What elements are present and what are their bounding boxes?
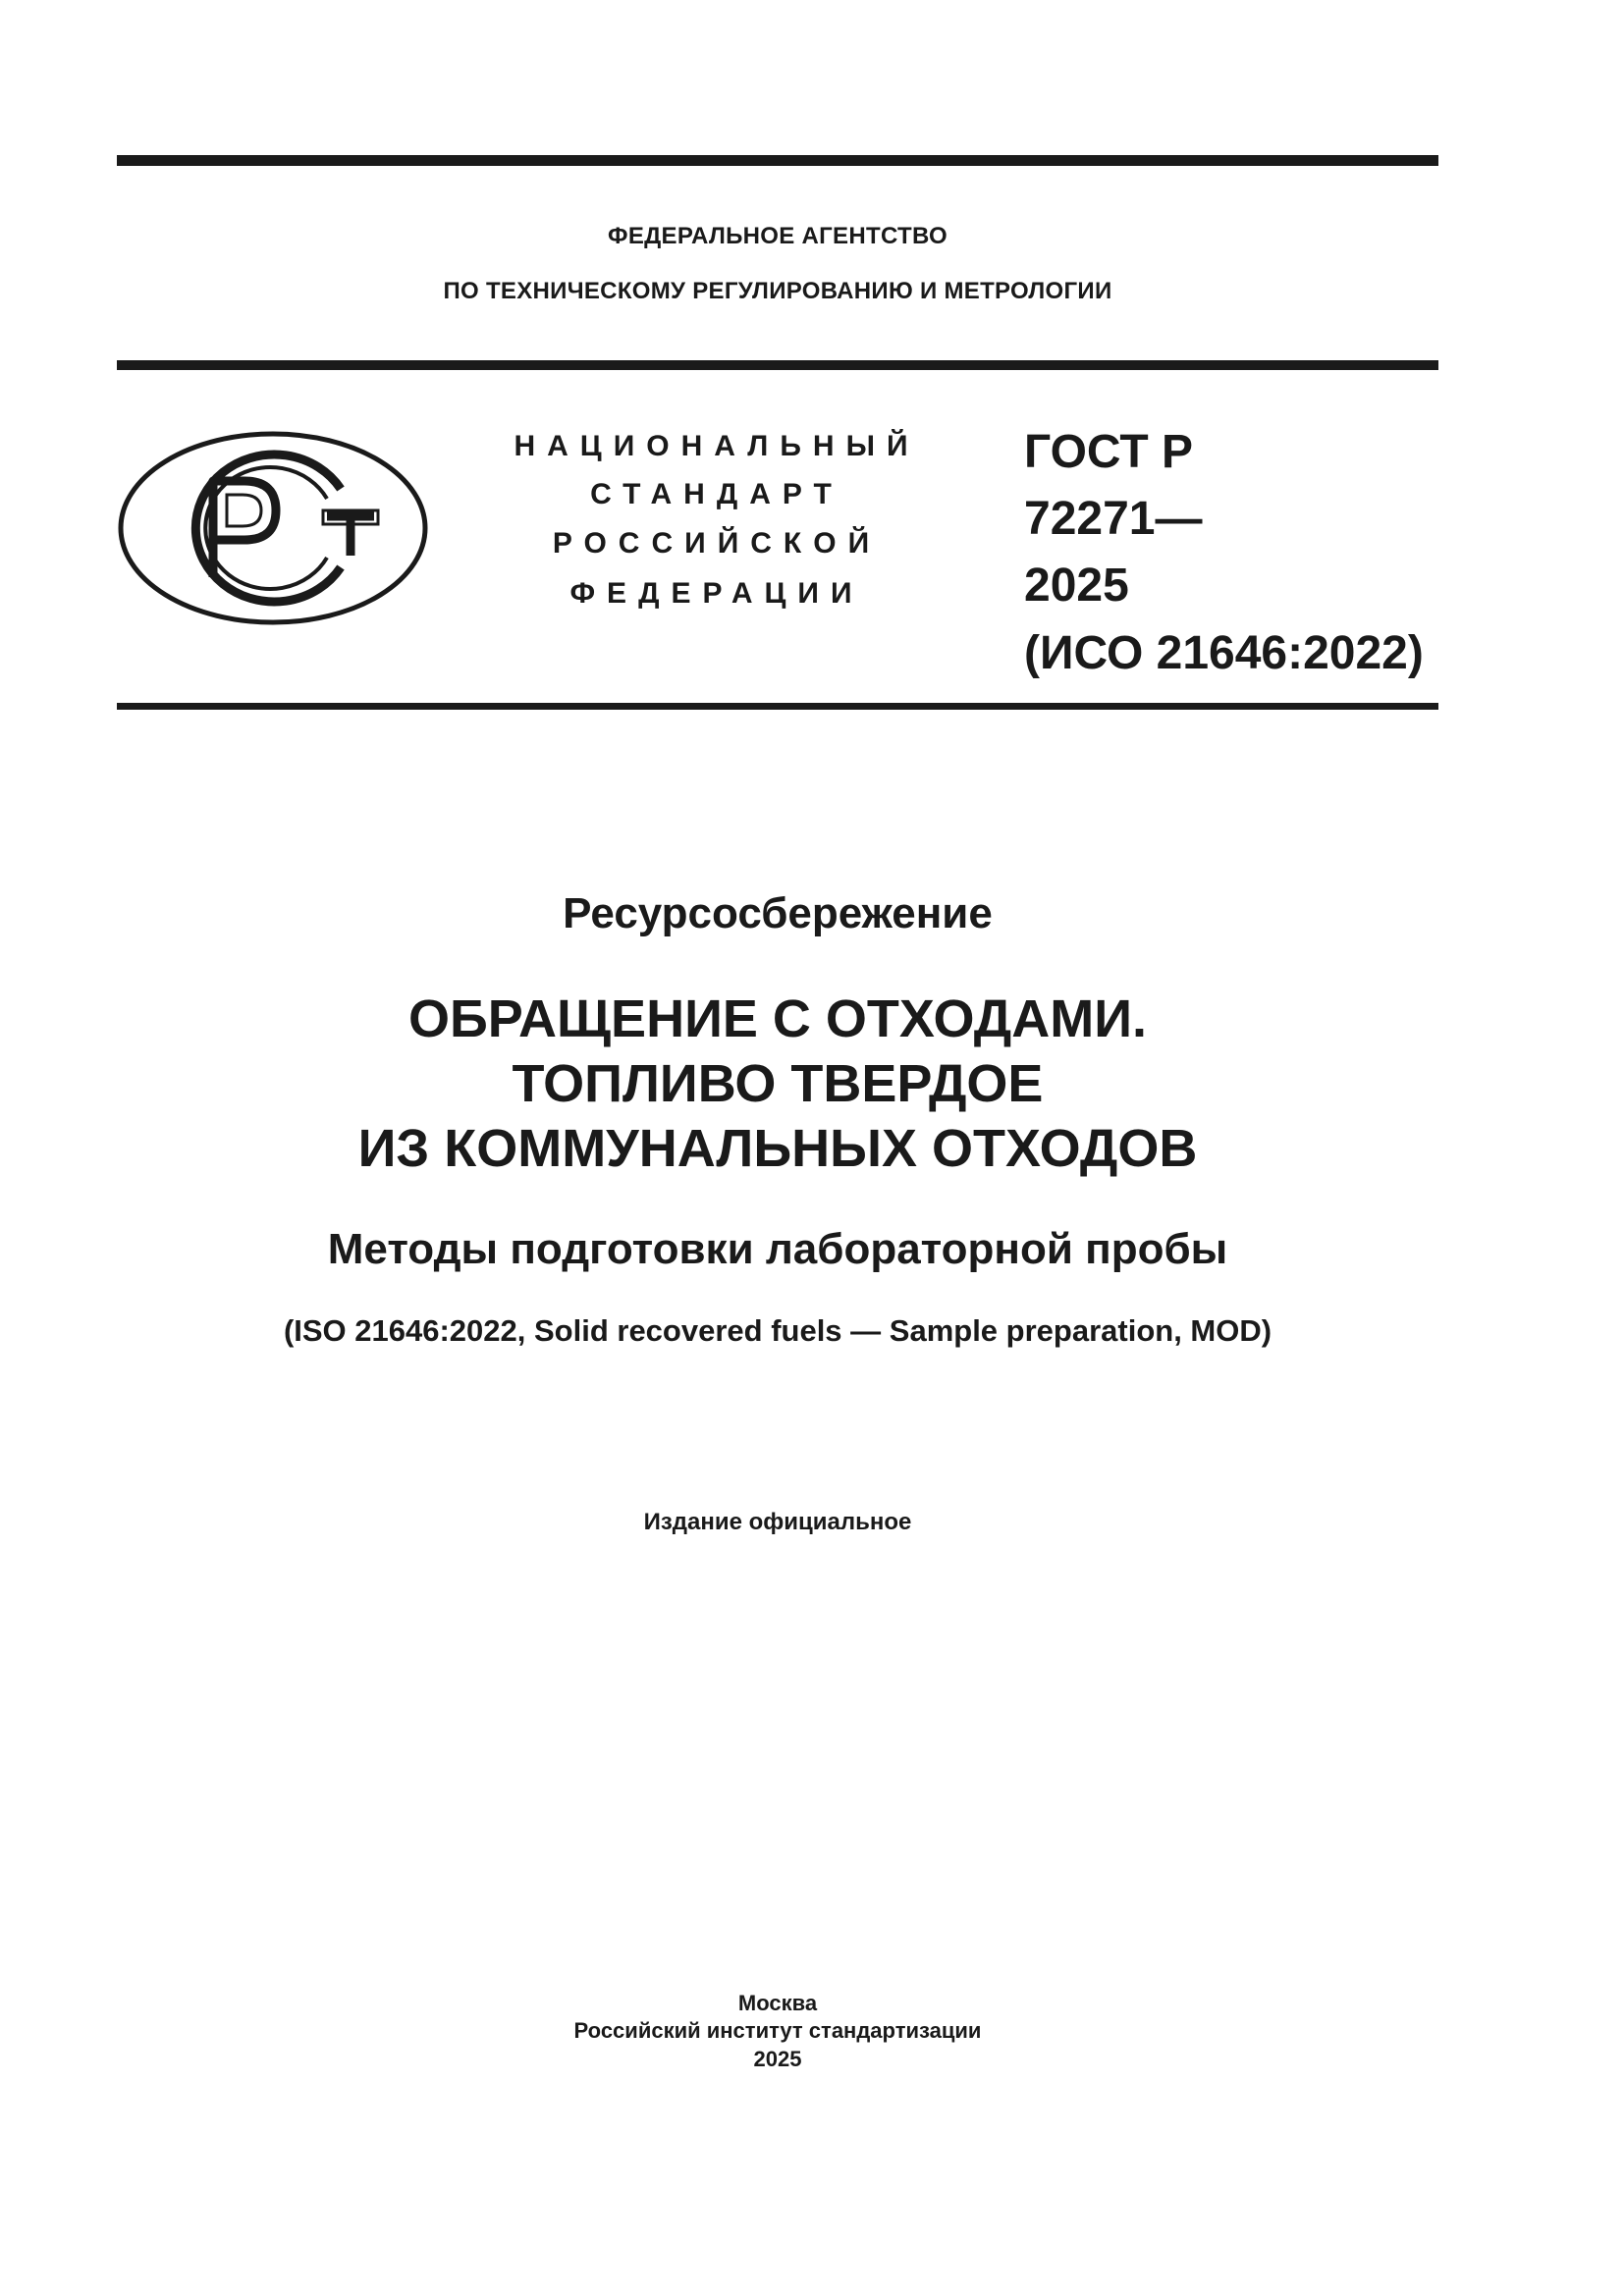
publisher-city: Москва bbox=[737, 1991, 818, 2015]
national-standard-line-4: ФЕДЕРАЦИИ bbox=[569, 577, 864, 610]
iso-reference: (ISO 21646:2022, Solid recovered fuels — Sample preparation, MOD) bbox=[283, 1313, 1272, 1348]
standard-designation-line-2: 72271— bbox=[1024, 493, 1203, 545]
publisher-organization: Российский институт стандартизации bbox=[573, 2018, 982, 2043]
national-standard-line-3: РОССИЙСКОЙ bbox=[552, 527, 882, 560]
standard-designation-line-4: (ИСО 21646:2022) bbox=[1024, 627, 1424, 679]
agency-name-line-1: ФЕДЕРАЛЬНОЕ АГЕНТСТВО bbox=[608, 223, 947, 249]
national-standard-line-2: СТАНДАРТ bbox=[590, 478, 843, 510]
document-title-line-1: ОБРАЩЕНИЕ С ОТХОДАМИ. bbox=[407, 989, 1148, 1048]
rst-certification-mark-icon bbox=[117, 430, 429, 626]
national-standard-line-1: НАЦИОНАЛЬНЫЙ bbox=[514, 430, 920, 462]
document-subject: Ресурсосбережение bbox=[563, 889, 993, 937]
edition-label: Издание официальное bbox=[643, 1509, 912, 1535]
top-rule bbox=[117, 155, 1438, 166]
document-title-line-2: ТОПЛИВО ТВЕРДОЕ bbox=[512, 1054, 1044, 1113]
standard-designation-line-1: ГОСТ Р bbox=[1024, 426, 1194, 478]
publication-year: 2025 bbox=[753, 2047, 802, 2071]
document-subtitle: Методы подготовки лабораторной пробы bbox=[327, 1225, 1228, 1273]
header-rule bbox=[117, 360, 1438, 370]
agency-name-line-2: ПО ТЕХНИЧЕСКОМУ РЕГУЛИРОВАНИЮ И МЕТРОЛОГИИ bbox=[443, 278, 1112, 304]
standard-designation-line-3: 2025 bbox=[1024, 560, 1129, 612]
header-bottom-rule bbox=[117, 703, 1438, 710]
document-title-line-3: ИЗ КОММУНАЛЬНЫХ ОТХОДОВ bbox=[357, 1119, 1198, 1178]
